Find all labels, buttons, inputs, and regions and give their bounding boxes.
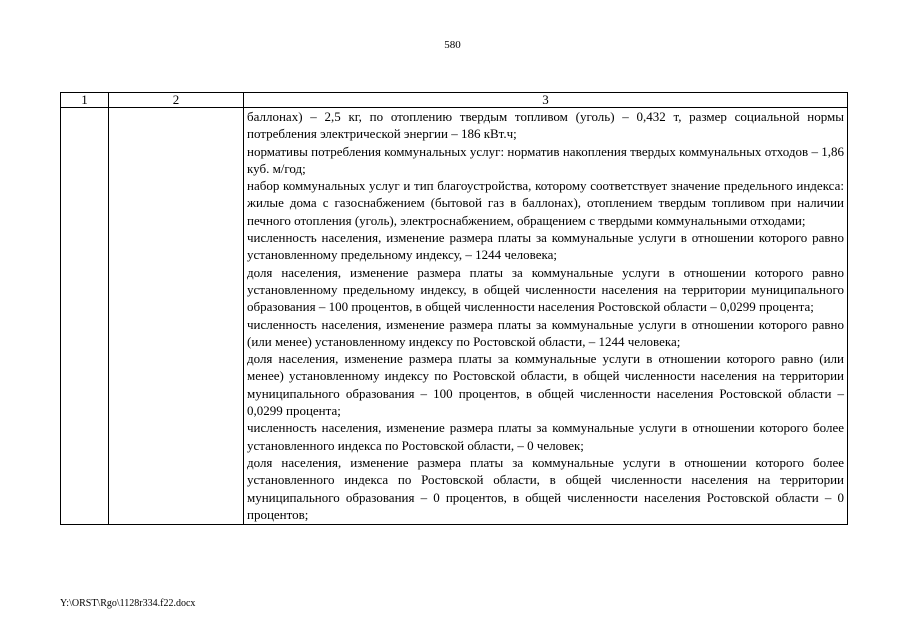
paragraph: баллонах) – 2,5 кг, по отоплению твердым топливом (уголь) – 0,432 т, размер социальной нормы потребления электрической энергии – 186 кВт.ч; [247, 109, 844, 142]
page-number: 580 [444, 39, 461, 51]
column-header-3: 3 [244, 93, 848, 108]
column-header-2: 2 [109, 93, 244, 108]
document-table [60, 92, 848, 525]
footer-file-path: Y:\ORST\Rgo\1128r334.f22.docx [60, 598, 196, 609]
paragraph: численность населения, изменение размера платы за коммунальные услуги в отношении которого равно (или менее) установленному индексу по Ростовской области, – 1244 человека; [247, 316, 844, 349]
paragraph: доля населения, изменение размера платы за коммунальные услуги в отношении которого равно установленному предельному индексу, в общей численности населения на территории муниципального образования – 100 процентов, в общей численности населения Ростовской области – 0,0299 процента; [247, 264, 844, 315]
cell-column-1 [61, 108, 109, 525]
table-header-row [61, 93, 848, 108]
cell-column-3 [244, 108, 848, 525]
paragraph: нормативы потребления коммунальных услуг: норматив накопления твердых коммунальных отходов – 1,86 куб. м/год; [247, 143, 844, 176]
column-header-1: 1 [61, 93, 109, 108]
paragraph: доля населения, изменение размера платы за коммунальные услуги в отношении которого более установленного индекса по Ростовской области, в общей численности населения на территории муниципального образования – 0 процентов, в общей численности населения Ростовской области – 0 процентов; [247, 454, 844, 522]
paragraph: численность населения, изменение размера платы за коммунальные услуги в отношении которого более установленного индекса по Ростовской области, – 0 человек; [247, 420, 844, 453]
paragraph: доля населения, изменение размера платы за коммунальные услуги в отношении которого равно (или менее) установленному индексу по Ростовской области, в общей численности населения на территории муниципального образования – 100 процентов, в общей численности населения Ростовской области – 0,0299 процента; [247, 351, 844, 419]
paragraph: численность населения, изменение размера платы за коммунальные услуги в отношении которого равно установленному предельному индексу, – 1244 человека; [247, 230, 844, 263]
table-row [61, 108, 848, 525]
paragraph: набор коммунальных услуг и тип благоустройства, которому соответствует значение предельного индекса: жилые дома с газоснабжением (бытовой газ в баллонах), отоплением твердым топливом при наличии печного отопления (уголь), электроснабжением, обращением с твердыми коммунальными отходами; [247, 178, 844, 228]
cell-column-2 [109, 108, 244, 525]
